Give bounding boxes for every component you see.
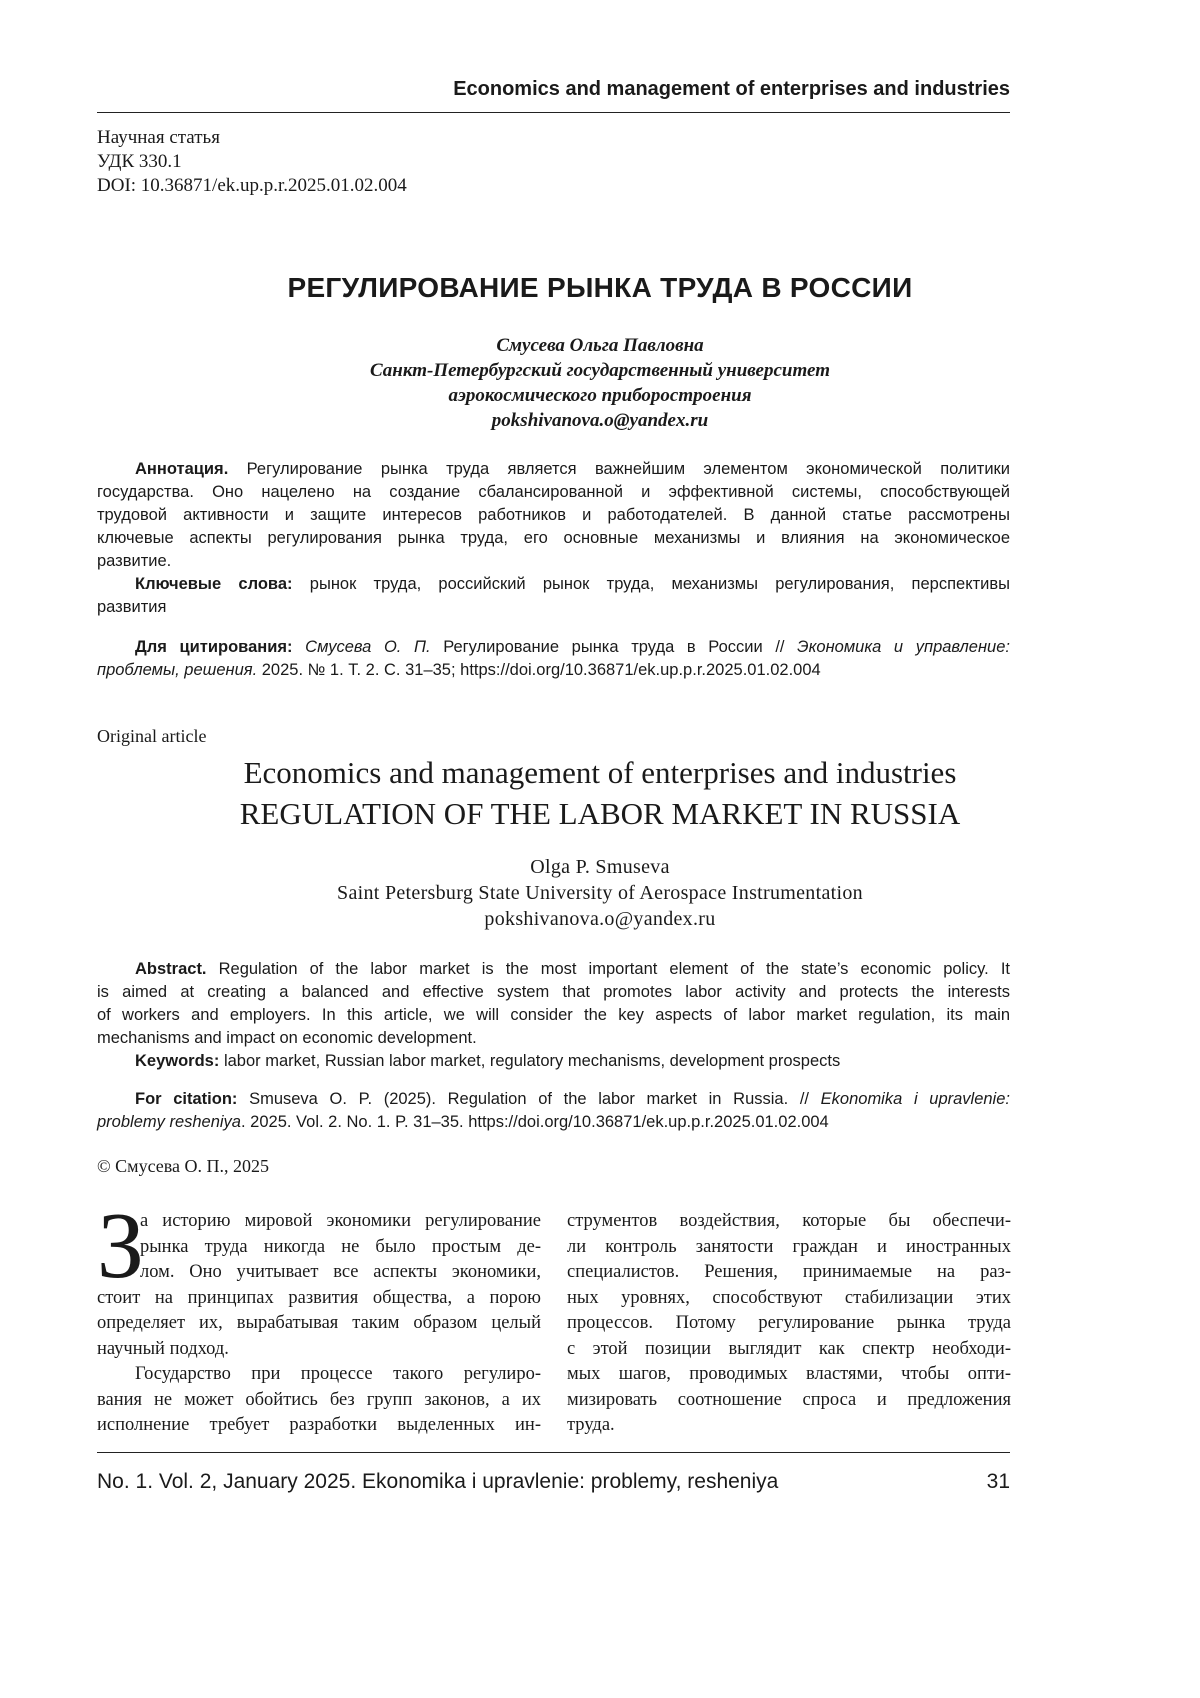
text-run: Смусева О. П. <box>293 638 431 656</box>
text-run: ключевые аспекты регулирования рынка труда, его основные механизмы и влияния на экономическое <box>97 529 1010 547</box>
body-column-right <box>567 1209 1011 1439</box>
body-line: стоит на принципах развития общества, а порою <box>97 1286 541 1312</box>
body-line: а историю мировой экономики регулирование <box>97 1209 541 1235</box>
text-run: Регулирование рынка труда в России // <box>431 638 798 656</box>
running-header: Economics and management of enterprises and industries <box>453 78 1010 101</box>
abstract-en <box>97 958 1010 1050</box>
affiliation: аэрокосмического приборостроения <box>0 383 1200 408</box>
body-line: научный подход. <box>97 1337 541 1363</box>
text-line <box>97 1004 1010 1027</box>
text-run: развития <box>97 598 166 616</box>
article-type: Научная статья <box>97 126 407 150</box>
body-line: специалистов. Решения, принимаемые на раз- <box>567 1260 1011 1286</box>
text-run: трудовой активности и защите интересов работников и работодателей. В данной статье рассмотрены <box>97 506 1010 524</box>
text-run: государства. Оно нацелено на создание сбалансированной и эффективной системы, способствующей <box>97 483 1010 501</box>
text-run: Экономика и управление: <box>797 638 1010 656</box>
title-ru: РЕГУЛИРОВАНИЕ РЫНКА ТРУДА В РОССИИ <box>0 272 1200 304</box>
author-email[interactable]: pokshivanova.o@yandex.ru <box>0 906 1200 932</box>
text-line <box>97 958 1010 981</box>
title-en-block <box>0 752 1200 834</box>
text-line <box>97 504 1010 527</box>
body-line: с этой позиции выглядит как спектр необходи- <box>567 1337 1011 1363</box>
body-line: ных уровнях, способствуют стабилизации этих <box>567 1286 1011 1312</box>
text-run: Regulation of the labor market is the most important element of the state’s economic policy. It <box>207 960 1010 978</box>
text-line <box>97 573 1010 596</box>
copyright: © Смусева О. П., 2025 <box>97 1156 269 1177</box>
text-line <box>97 981 1010 1004</box>
citation-en <box>97 1088 1010 1134</box>
body-line: исполнение требует разработки выделенных ин- <box>97 1413 541 1439</box>
body-line: мизировать соотношение спроса и предложения <box>567 1388 1011 1414</box>
keywords-en <box>97 1050 1010 1073</box>
text-run: 2025. № 1. Т. 2. С. 31–35; https://doi.org/10.36871/ek.up.p.r.2025.01.02.004 <box>257 661 821 679</box>
footer-journal: No. 1. Vol. 2, January 2025. Ekonomika i upravlenie: problemy, resheniya <box>97 1470 778 1494</box>
text-run: рынок труда, российский рынок труда, механизмы регулирования, перспективы <box>293 575 1010 593</box>
text-run: Регулирование рынка труда является важнейшим элементом экономической политики <box>228 460 1010 478</box>
paragraph-label: Abstract. <box>135 960 207 978</box>
author-name: Смусева Ольга Павловна <box>0 333 1200 358</box>
body-line: вания не может обойтись без групп законов, а их <box>97 1388 541 1414</box>
udk: УДК 330.1 <box>97 150 407 174</box>
text-line <box>97 636 1010 659</box>
body-line: труда. <box>567 1413 1011 1439</box>
affiliation: Saint Petersburg State University of Aerospace Instrumentation <box>0 880 1200 906</box>
author-name: Olga P. Smuseva <box>0 854 1200 880</box>
text-line <box>97 1088 1010 1111</box>
affiliation: Санкт-Петербургский государственный университет <box>0 358 1200 383</box>
drop-cap: З <box>97 1206 144 1286</box>
body-line: Государство при процессе такого регулиро- <box>97 1362 541 1388</box>
text-run: of workers and employers. In this article, we will consider the key aspects of labor market regulation, its main <box>97 1006 1010 1024</box>
paragraph-label: Keywords: <box>135 1052 219 1070</box>
text-line <box>97 458 1010 481</box>
text-line <box>97 1050 1010 1073</box>
body-line: струментов воздействия, которые бы обеспечи- <box>567 1209 1011 1235</box>
text-run: проблемы, решения. <box>97 661 257 679</box>
text-run: развитие. <box>97 552 171 570</box>
text-run: is aimed at creating a balanced and effective system that promotes labor activity and protects the interests <box>97 983 1010 1001</box>
text-line <box>97 481 1010 504</box>
paragraph-label: Аннотация. <box>135 460 228 478</box>
text-line <box>97 550 1010 573</box>
body-line: ли контроль занятости граждан и иностранных <box>567 1235 1011 1261</box>
text-run: Ekonomika i upravlenie: <box>821 1090 1010 1108</box>
title-en: REGULATION OF THE LABOR MARKET IN RUSSIA <box>0 793 1200 834</box>
author-block-en <box>0 854 1200 932</box>
page-number: 31 <box>987 1470 1010 1494</box>
text-run: labor market, Russian labor market, regulatory mechanisms, development prospects <box>219 1052 840 1070</box>
body-line: мых шагов, проводимых властями, чтобы опти- <box>567 1362 1011 1388</box>
author-block-ru <box>0 333 1200 433</box>
article-meta <box>97 126 407 198</box>
text-line <box>97 1027 1010 1050</box>
body-column-left <box>97 1209 541 1439</box>
original-article-label: Original article <box>97 726 206 747</box>
paragraph-label: For citation: <box>135 1090 237 1108</box>
body-line: рынка труда никогда не было простым де- <box>97 1235 541 1261</box>
body-line: определяет их, вырабатывая таким образом целый <box>97 1311 541 1337</box>
body-line: процессов. Потому регулирование рынка труда <box>567 1311 1011 1337</box>
abstract-ru <box>97 458 1010 573</box>
text-run: mechanisms and impact on economic development. <box>97 1029 477 1047</box>
text-run: Smuseva O. P. (2025). Regulation of the labor market in Russia. // <box>237 1090 820 1108</box>
paragraph-label: Для цитирования: <box>135 638 293 656</box>
text-run: . 2025. Vol. 2. No. 1. P. 31–35. https://doi.org/10.36871/ek.up.p.r.2025.01.02.004 <box>241 1113 829 1131</box>
citation-ru <box>97 636 1010 682</box>
doi: DOI: 10.36871/ek.up.p.r.2025.01.02.004 <box>97 174 407 198</box>
keywords-ru <box>97 573 1010 619</box>
text-run: problemy resheniya <box>97 1113 241 1131</box>
text-line <box>97 1111 1010 1134</box>
text-line <box>97 527 1010 550</box>
body-line: лом. Оно учитывает все аспекты экономики, <box>97 1260 541 1286</box>
footer-rule <box>97 1452 1010 1453</box>
paragraph-label: Ключевые слова: <box>135 575 293 593</box>
author-email[interactable]: pokshivanova.o@yandex.ru <box>0 408 1200 433</box>
text-line <box>97 659 1010 682</box>
header-rule <box>97 112 1010 113</box>
text-line <box>97 596 1010 619</box>
section-title: Economics and management of enterprises and industries <box>0 752 1200 793</box>
